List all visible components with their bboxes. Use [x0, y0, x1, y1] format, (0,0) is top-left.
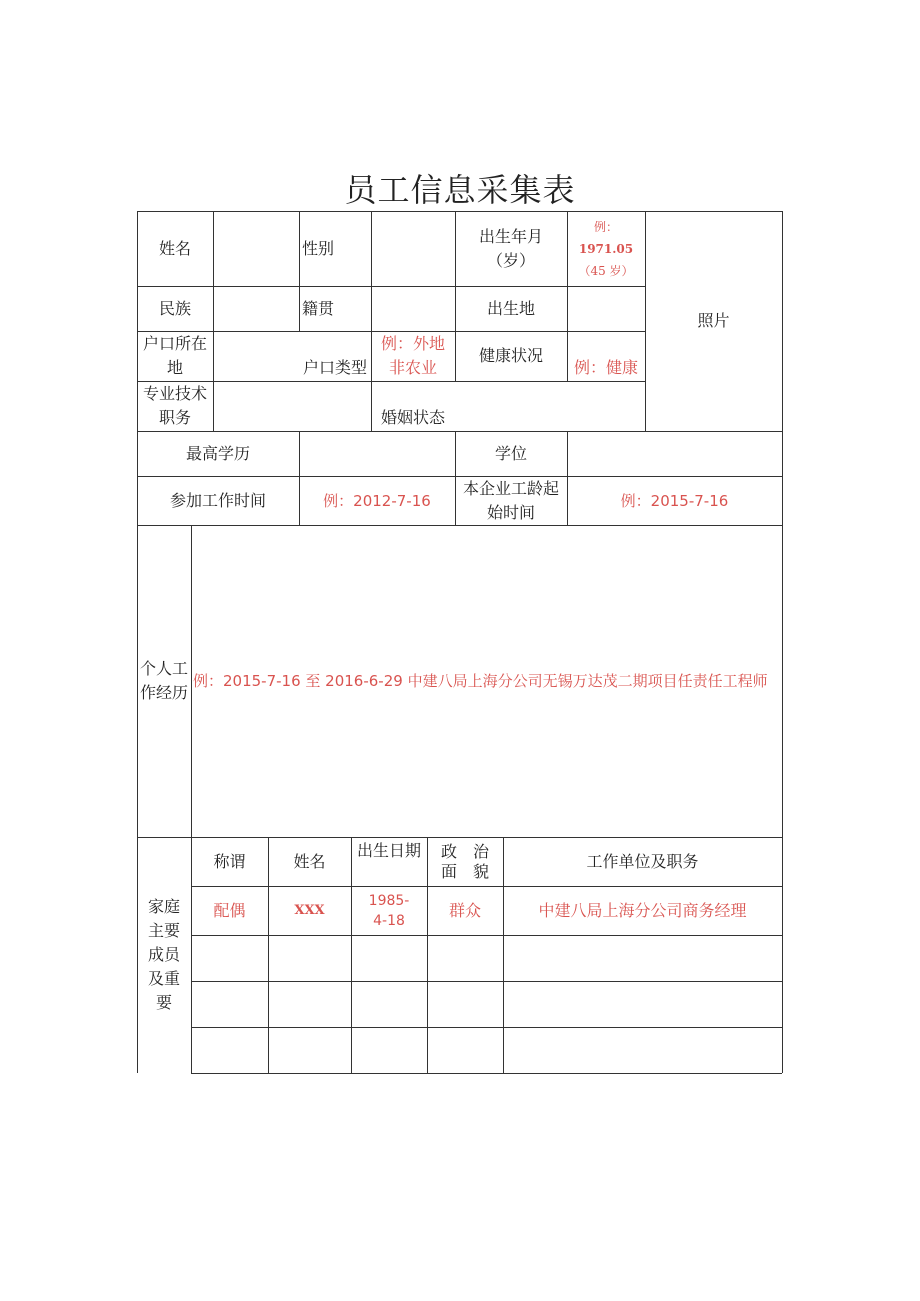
marital-field[interactable] — [455, 381, 645, 431]
family-example-work[interactable]: 中建八局上海分公司商务经理 — [538, 900, 747, 920]
birth-label-sub: （岁） — [486, 250, 535, 270]
hukou-type-label: 户口类型 — [302, 358, 367, 377]
degree-field[interactable] — [567, 431, 782, 476]
company-start-field[interactable]: 例：2015-7-16 — [620, 491, 729, 510]
health-label: 健康状况 — [478, 346, 543, 365]
work-history-field[interactable]: 例：2015-7-16 至 2016-6-29 中建八局上海分公司无锡万达茂二期项目任责任工程师 — [193, 672, 768, 690]
work-history-label: 个人工作经历 — [139, 659, 188, 702]
professional-title-field[interactable] — [213, 381, 371, 431]
birthplace-label: 出生地 — [486, 298, 535, 318]
birth-example-age: （45 岁） — [578, 263, 634, 278]
gender-field[interactable] — [371, 211, 455, 286]
family-header-relation: 称谓 — [213, 851, 246, 871]
hukou-location-label: 户口所在地 — [142, 334, 207, 377]
education-field[interactable] — [299, 431, 455, 476]
birth-example-prefix: 例： — [593, 219, 618, 234]
family-example-politics[interactable]: 群众 — [448, 900, 481, 920]
gender-label: 性别 — [302, 238, 335, 258]
family-section-label: 家庭主要成员及重要 — [147, 897, 180, 1012]
birth-example-date: 1971.05 — [578, 241, 634, 256]
degree-label: 学位 — [494, 443, 527, 463]
family-header-work: 工作单位及职务 — [586, 851, 699, 871]
ethnicity-field[interactable] — [213, 286, 299, 331]
name-label: 姓名 — [158, 238, 191, 258]
family-header-politics-bottom: 面 貌 — [440, 861, 489, 881]
birth-field[interactable] — [567, 211, 645, 286]
hukou-type-field[interactable]: 例：外地非农业 — [380, 334, 445, 377]
family-example-name[interactable]: XXX — [294, 902, 325, 918]
family-row-empty[interactable] — [191, 935, 782, 981]
ethnicity-label: 民族 — [158, 298, 191, 318]
family-row-empty[interactable] — [191, 1027, 782, 1073]
page-title: 员工信息采集表 — [344, 171, 576, 209]
family-header-politics-top: 政 治 — [440, 841, 489, 861]
work-start-label: 参加工作时间 — [169, 490, 266, 510]
native-place-field[interactable] — [371, 286, 455, 331]
family-row-empty[interactable] — [191, 981, 782, 1027]
native-place-label: 籍贯 — [302, 298, 335, 318]
family-example-relation[interactable]: 配偶 — [213, 900, 246, 920]
family-header-politics — [427, 837, 503, 886]
health-field[interactable]: 例：健康 — [573, 358, 638, 377]
work-start-field[interactable]: 例：2012-7-16 — [323, 491, 431, 510]
hukou-location-field[interactable] — [213, 331, 299, 381]
family-header-birth: 出生日期 — [356, 841, 421, 860]
birthplace-field[interactable] — [567, 286, 645, 331]
photo-box[interactable]: 照片 — [697, 311, 730, 330]
company-start-label: 本企业工龄起始时间 — [462, 478, 559, 522]
marital-label: 婚姻状态 — [380, 408, 445, 427]
name-field[interactable] — [213, 211, 299, 286]
birth-label — [455, 211, 567, 286]
family-header-name: 姓名 — [293, 851, 326, 871]
education-label: 最高学历 — [185, 443, 250, 463]
family-example-birth[interactable]: 1985-4-18 — [368, 892, 410, 929]
birth-label-main: 出生年月 — [478, 226, 543, 246]
professional-title-label: 专业技术职务 — [142, 384, 207, 427]
